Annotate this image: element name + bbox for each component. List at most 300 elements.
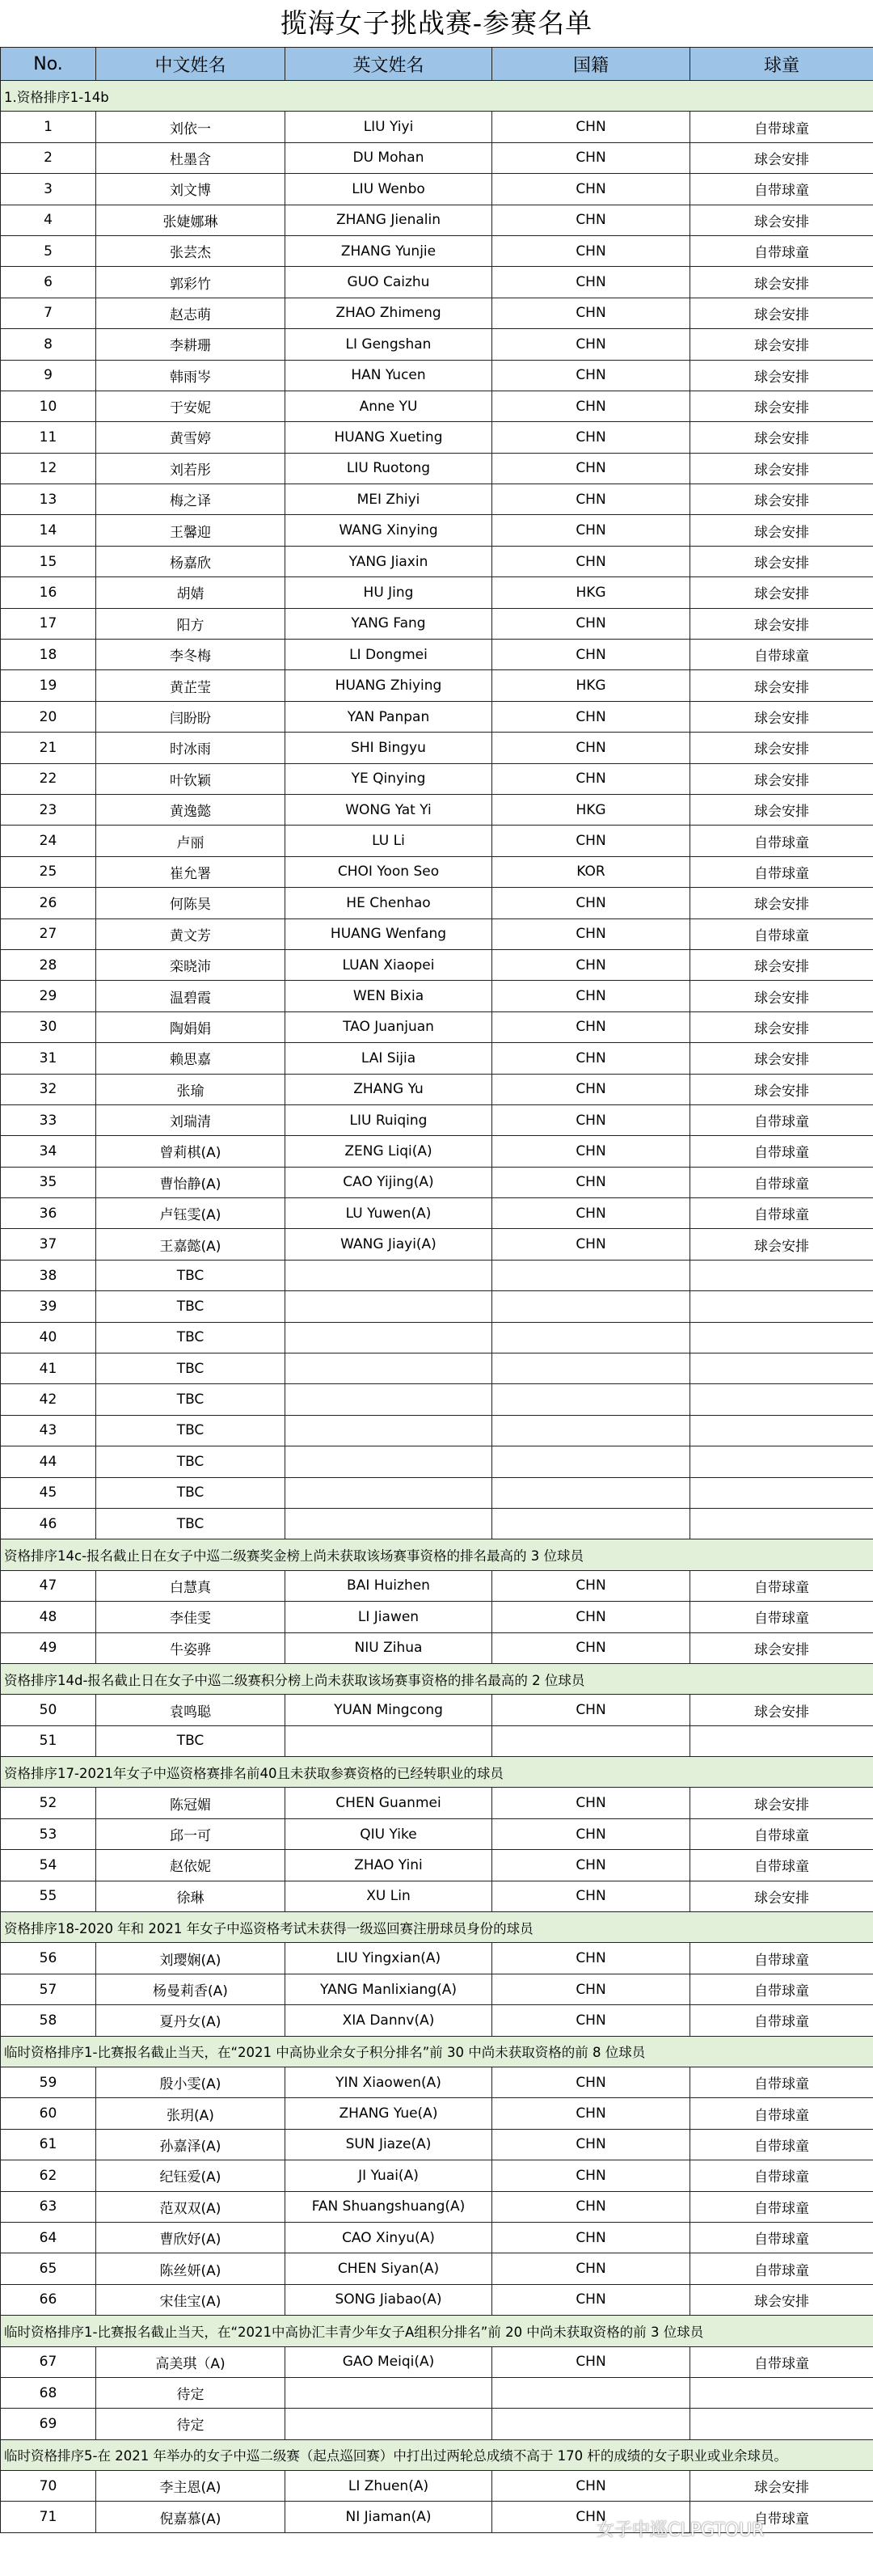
cell-caddie: 自带球童 xyxy=(690,1104,873,1135)
cell-english-name xyxy=(285,1477,492,1508)
cell-no: 62 xyxy=(1,2160,96,2191)
cell-chinese-name: 胡婧 xyxy=(96,577,285,608)
cell-chinese-name: 牛姿骅 xyxy=(96,1632,285,1663)
cell-nationality: CHN xyxy=(492,329,690,360)
cell-nationality: CHN xyxy=(492,2160,690,2191)
cell-no: 27 xyxy=(1,918,96,949)
cell-chinese-name: 杨嘉欣 xyxy=(96,546,285,576)
cell-nationality: CHN xyxy=(492,1011,690,1042)
cell-chinese-name: 时冰雨 xyxy=(96,733,285,763)
cell-english-name: YE Qinying xyxy=(285,763,492,794)
cell-english-name: HAN Yucen xyxy=(285,360,492,391)
table-row xyxy=(1,235,873,266)
cell-no: 30 xyxy=(1,1011,96,1042)
cell-chinese-name: 徐琳 xyxy=(96,1881,285,1911)
cell-chinese-name: TBC xyxy=(96,1508,285,1539)
cell-nationality xyxy=(492,1291,690,1322)
cell-no: 39 xyxy=(1,1291,96,1322)
cell-nationality: CHN xyxy=(492,1229,690,1260)
cell-no: 44 xyxy=(1,1446,96,1477)
cell-caddie: 自带球童 xyxy=(690,2129,873,2160)
section-label: 资格排序17-2021年女子中巡资格赛排名前40且未获取参赛资格的已经转职业的球员 xyxy=(1,1757,873,1788)
table-row xyxy=(1,608,873,639)
section-header-row xyxy=(1,2316,873,2346)
cell-english-name: CHEN Siyan(A) xyxy=(285,2253,492,2284)
section-label: 临时资格排序1-比赛报名截止当天，在“2021中高协汇丰青少年女子A组积分排名”前 20 中尚未获取资格的前 3 位球员 xyxy=(1,2316,873,2346)
table-row xyxy=(1,1136,873,1167)
cell-nationality xyxy=(492,2409,690,2439)
cell-no: 53 xyxy=(1,1818,96,1849)
cell-nationality: CHN xyxy=(492,1570,690,1601)
cell-no: 2 xyxy=(1,142,96,173)
cell-nationality: CHN xyxy=(492,826,690,856)
cell-caddie xyxy=(690,1260,873,1290)
table-row xyxy=(1,267,873,298)
cell-caddie xyxy=(690,1384,873,1415)
cell-english-name xyxy=(285,2377,492,2408)
cell-caddie: 自带球童 xyxy=(690,2005,873,2036)
cell-caddie xyxy=(690,1322,873,1353)
cell-no: 5 xyxy=(1,235,96,266)
cell-chinese-name: 刘若彤 xyxy=(96,453,285,484)
cell-no: 63 xyxy=(1,2191,96,2222)
cell-no: 40 xyxy=(1,1322,96,1353)
cell-no: 67 xyxy=(1,2346,96,2377)
cell-caddie: 自带球童 xyxy=(690,112,873,142)
table-row xyxy=(1,1415,873,1446)
table-row xyxy=(1,981,873,1011)
cell-caddie: 球会安排 xyxy=(690,205,873,235)
cell-nationality: KOR xyxy=(492,856,690,887)
cell-no: 55 xyxy=(1,1881,96,1911)
cell-chinese-name: 赖思嘉 xyxy=(96,1043,285,1074)
cell-chinese-name: 卢钰雯(A) xyxy=(96,1198,285,1229)
cell-english-name: LU Yuwen(A) xyxy=(285,1198,492,1229)
cell-no: 41 xyxy=(1,1353,96,1384)
cell-nationality: CHN xyxy=(492,1974,690,2004)
cell-caddie xyxy=(690,1477,873,1508)
cell-english-name: ZHANG Yu xyxy=(285,1074,492,1104)
cell-nationality: CHN xyxy=(492,1818,690,1849)
table-row xyxy=(1,2005,873,2036)
cell-no: 65 xyxy=(1,2253,96,2284)
cell-chinese-name: 倪嘉慕(A) xyxy=(96,2502,285,2532)
table-row xyxy=(1,918,873,949)
cell-caddie: 球会安排 xyxy=(690,391,873,421)
cell-chinese-name: 张婕娜琳 xyxy=(96,205,285,235)
cell-no: 11 xyxy=(1,422,96,453)
cell-caddie: 球会安排 xyxy=(690,888,873,918)
cell-caddie: 自带球童 xyxy=(690,1602,873,1632)
table-row xyxy=(1,1198,873,1229)
cell-caddie: 球会安排 xyxy=(690,2471,873,2502)
cell-no: 15 xyxy=(1,546,96,576)
cell-english-name: ZHAO Zhimeng xyxy=(285,298,492,328)
cell-chinese-name: 杨曼莉香(A) xyxy=(96,1974,285,2004)
cell-chinese-name: 张玥(A) xyxy=(96,2098,285,2129)
cell-no: 56 xyxy=(1,1943,96,1974)
table-row xyxy=(1,856,873,887)
cell-no: 60 xyxy=(1,2098,96,2129)
table-row xyxy=(1,205,873,235)
table-row xyxy=(1,1788,873,1818)
cell-nationality: CHN xyxy=(492,701,690,732)
section-header-row xyxy=(1,1757,873,1788)
cell-english-name: Anne YU xyxy=(285,391,492,421)
cell-chinese-name: 邱一可 xyxy=(96,1818,285,1849)
cell-nationality: CHN xyxy=(492,1943,690,1974)
cell-chinese-name: 宋佳宝(A) xyxy=(96,2284,285,2315)
cell-chinese-name: 李冬梅 xyxy=(96,640,285,670)
cell-english-name: YAN Panpan xyxy=(285,701,492,732)
cell-no: 13 xyxy=(1,484,96,515)
cell-chinese-name: 黄雪婷 xyxy=(96,422,285,453)
cell-no: 22 xyxy=(1,763,96,794)
cell-nationality xyxy=(492,2377,690,2408)
cell-caddie: 自带球童 xyxy=(690,1570,873,1601)
cell-chinese-name: 刘依一 xyxy=(96,112,285,142)
cell-english-name: DU Mohan xyxy=(285,142,492,173)
cell-nationality: CHN xyxy=(492,235,690,266)
cell-english-name: FAN Shuangshuang(A) xyxy=(285,2191,492,2222)
cell-chinese-name: 王嘉懿(A) xyxy=(96,1229,285,1260)
cell-caddie: 自带球童 xyxy=(690,2067,873,2098)
table-row xyxy=(1,888,873,918)
cell-caddie: 自带球童 xyxy=(690,856,873,887)
header-nationality: 国籍 xyxy=(492,48,690,81)
cell-no: 31 xyxy=(1,1043,96,1074)
cell-caddie: 球会安排 xyxy=(690,763,873,794)
cell-chinese-name: 杜墨含 xyxy=(96,142,285,173)
cell-nationality: HKG xyxy=(492,670,690,701)
table-row xyxy=(1,1353,873,1384)
cell-no: 20 xyxy=(1,701,96,732)
cell-no: 24 xyxy=(1,826,96,856)
cell-chinese-name: 闫盼盼 xyxy=(96,701,285,732)
cell-no: 14 xyxy=(1,515,96,546)
cell-english-name xyxy=(285,1446,492,1477)
table-row xyxy=(1,733,873,763)
cell-chinese-name: 孙嘉泽(A) xyxy=(96,2129,285,2160)
cell-nationality: CHN xyxy=(492,2129,690,2160)
cell-caddie: 自带球童 xyxy=(690,1943,873,1974)
cell-caddie: 自带球童 xyxy=(690,2160,873,2191)
cell-english-name: LUAN Xiaopei xyxy=(285,949,492,980)
cell-no: 16 xyxy=(1,577,96,608)
table-row xyxy=(1,2191,873,2222)
cell-nationality: CHN xyxy=(492,174,690,205)
cell-english-name: ZHANG Yue(A) xyxy=(285,2098,492,2129)
cell-caddie: 自带球童 xyxy=(690,1850,873,1881)
table-row xyxy=(1,949,873,980)
cell-no: 68 xyxy=(1,2377,96,2408)
table-row xyxy=(1,515,873,546)
cell-english-name xyxy=(285,1415,492,1446)
cell-english-name xyxy=(285,1725,492,1756)
cell-caddie: 球会安排 xyxy=(690,1881,873,1911)
cell-english-name: HE Chenhao xyxy=(285,888,492,918)
cell-nationality: CHN xyxy=(492,1632,690,1663)
section-label: 资格排序18-2020 年和 2021 年女子中巡资格考试未获得一级巡回赛注册球员身份的球员 xyxy=(1,1912,873,1943)
cell-nationality xyxy=(492,1415,690,1446)
table-row xyxy=(1,1725,873,1756)
header-english-name: 英文姓名 xyxy=(285,48,492,81)
cell-no: 29 xyxy=(1,981,96,1011)
table-row xyxy=(1,1043,873,1074)
cell-nationality: CHN xyxy=(492,1850,690,1881)
page-title: 揽海女子挑战赛-参赛名单 xyxy=(280,7,593,39)
cell-caddie: 球会安排 xyxy=(690,484,873,515)
table-row xyxy=(1,1602,873,1632)
cell-english-name: CAO Yijing(A) xyxy=(285,1167,492,1197)
cell-english-name: CHOI Yoon Seo xyxy=(285,856,492,887)
cell-caddie: 自带球童 xyxy=(690,2346,873,2377)
cell-nationality: CHN xyxy=(492,112,690,142)
table-row xyxy=(1,1291,873,1322)
cell-chinese-name: 王馨迎 xyxy=(96,515,285,546)
cell-nationality: CHN xyxy=(492,733,690,763)
cell-nationality: CHN xyxy=(492,453,690,484)
cell-caddie: 自带球童 xyxy=(690,2222,873,2253)
cell-nationality: CHN xyxy=(492,1167,690,1197)
table-row xyxy=(1,2129,873,2160)
cell-nationality xyxy=(492,1384,690,1415)
cell-nationality: CHN xyxy=(492,267,690,298)
watermark xyxy=(597,2516,764,2541)
cell-no: 21 xyxy=(1,733,96,763)
table-row xyxy=(1,1074,873,1104)
cell-no: 6 xyxy=(1,267,96,298)
cell-chinese-name: 赵志萌 xyxy=(96,298,285,328)
cell-english-name: SUN Jiaze(A) xyxy=(285,2129,492,2160)
table-row xyxy=(1,670,873,701)
cell-caddie: 球会安排 xyxy=(690,267,873,298)
cell-english-name: LIU Yiyi xyxy=(285,112,492,142)
cell-caddie: 自带球童 xyxy=(690,640,873,670)
cell-caddie: 自带球童 xyxy=(690,826,873,856)
cell-english-name: WANG Xinying xyxy=(285,515,492,546)
cell-chinese-name: 刘璎娴(A) xyxy=(96,1943,285,1974)
cell-chinese-name: 陈冠媚 xyxy=(96,1788,285,1818)
cell-caddie: 球会安排 xyxy=(690,142,873,173)
cell-english-name: LAI Sijia xyxy=(285,1043,492,1074)
table-row xyxy=(1,1695,873,1725)
table-row xyxy=(1,1384,873,1415)
cell-nationality: CHN xyxy=(492,205,690,235)
cell-no: 64 xyxy=(1,2222,96,2253)
cell-chinese-name: TBC xyxy=(96,1415,285,1446)
cell-english-name xyxy=(285,1322,492,1353)
cell-chinese-name: TBC xyxy=(96,1446,285,1477)
section-label: 临时资格排序5-在 2021 年举办的女子中巡二级赛（起点巡回赛）中打出过两轮总成绩不高于 170 杆的成绩的女子职业或业余球员。 xyxy=(1,2439,873,2470)
section-label: 1.资格排序1-14b xyxy=(1,81,873,112)
cell-no: 69 xyxy=(1,2409,96,2439)
cell-no: 1 xyxy=(1,112,96,142)
cell-nationality: CHN xyxy=(492,2284,690,2315)
cell-chinese-name: TBC xyxy=(96,1322,285,1353)
section-header-row xyxy=(1,2439,873,2470)
cell-caddie: 球会安排 xyxy=(690,577,873,608)
cell-caddie xyxy=(690,2409,873,2439)
cell-nationality: CHN xyxy=(492,1043,690,1074)
table-row xyxy=(1,360,873,391)
cell-caddie: 自带球童 xyxy=(690,2191,873,2222)
table-row xyxy=(1,577,873,608)
cell-no: 17 xyxy=(1,608,96,639)
cell-no: 71 xyxy=(1,2502,96,2532)
table-row xyxy=(1,2377,873,2408)
cell-chinese-name: 李佳雯 xyxy=(96,1602,285,1632)
cell-chinese-name: 韩雨岑 xyxy=(96,360,285,391)
table-row xyxy=(1,1477,873,1508)
watermark-text: 女子中巡CLPGTOUR xyxy=(597,2520,765,2540)
cell-english-name: HU Jing xyxy=(285,577,492,608)
cell-no: 9 xyxy=(1,360,96,391)
cell-english-name: QIU Yike xyxy=(285,1818,492,1849)
cell-no: 10 xyxy=(1,391,96,421)
cell-chinese-name: 卢丽 xyxy=(96,826,285,856)
cell-nationality xyxy=(492,1508,690,1539)
cell-english-name: LU Li xyxy=(285,826,492,856)
cell-caddie: 球会安排 xyxy=(690,1011,873,1042)
cell-nationality: CHN xyxy=(492,981,690,1011)
cell-chinese-name: 李耕珊 xyxy=(96,329,285,360)
table-row xyxy=(1,1508,873,1539)
table-row xyxy=(1,2160,873,2191)
cell-nationality: CHN xyxy=(492,391,690,421)
table-row xyxy=(1,1881,873,1911)
cell-nationality: CHN xyxy=(492,2098,690,2129)
cell-no: 23 xyxy=(1,794,96,825)
cell-caddie: 自带球童 xyxy=(690,918,873,949)
table-row xyxy=(1,1446,873,1477)
cell-caddie: 球会安排 xyxy=(690,794,873,825)
cell-chinese-name: 陈丝妍(A) xyxy=(96,2253,285,2284)
cell-caddie: 自带球童 xyxy=(690,1974,873,2004)
cell-chinese-name: TBC xyxy=(96,1477,285,1508)
cell-no: 25 xyxy=(1,856,96,887)
cell-caddie: 自带球童 xyxy=(690,174,873,205)
cell-nationality: CHN xyxy=(492,2005,690,2036)
cell-english-name: XIA Dannv(A) xyxy=(285,2005,492,2036)
cell-nationality: CHN xyxy=(492,763,690,794)
cell-nationality: CHN xyxy=(492,142,690,173)
cell-english-name: NIU Zihua xyxy=(285,1632,492,1663)
section-label: 临时资格排序1-比赛报名截止当天，在“2021 中高协业余女子积分排名”前 30 中尚未获取资格的前 8 位球员 xyxy=(1,2036,873,2067)
table-row xyxy=(1,794,873,825)
cell-english-name: LI Gengshan xyxy=(285,329,492,360)
table-row xyxy=(1,298,873,328)
cell-english-name: HUANG Xueting xyxy=(285,422,492,453)
cell-english-name: JI Yuai(A) xyxy=(285,2160,492,2191)
cell-caddie: 球会安排 xyxy=(690,546,873,576)
cell-english-name: ZHAO Yini xyxy=(285,1850,492,1881)
cell-nationality: CHN xyxy=(492,1602,690,1632)
cell-nationality xyxy=(492,1260,690,1290)
cell-caddie: 球会安排 xyxy=(690,515,873,546)
cell-chinese-name: 曾莉棋(A) xyxy=(96,1136,285,1167)
cell-nationality: CHN xyxy=(492,484,690,515)
cell-chinese-name: 袁鸣聪 xyxy=(96,1695,285,1725)
table-row xyxy=(1,329,873,360)
cell-nationality: CHN xyxy=(492,1136,690,1167)
cell-english-name: MEI Zhiyi xyxy=(285,484,492,515)
cell-chinese-name: 温碧霞 xyxy=(96,981,285,1011)
cell-nationality: CHN xyxy=(492,1198,690,1229)
table-row xyxy=(1,112,873,142)
cell-chinese-name: 曹怡静(A) xyxy=(96,1167,285,1197)
cell-chinese-name: 曹欣妤(A) xyxy=(96,2222,285,2253)
cell-chinese-name: 阳方 xyxy=(96,608,285,639)
cell-english-name: LIU Wenbo xyxy=(285,174,492,205)
cell-nationality: CHN xyxy=(492,422,690,453)
section-header-row xyxy=(1,1539,873,1570)
cell-caddie: 自带球童 xyxy=(690,1136,873,1167)
cell-english-name: WONG Yat Yi xyxy=(285,794,492,825)
cell-nationality: CHN xyxy=(492,2067,690,2098)
cell-nationality: CHN xyxy=(492,608,690,639)
table-row xyxy=(1,546,873,576)
cell-no: 49 xyxy=(1,1632,96,1663)
cell-english-name xyxy=(285,2409,492,2439)
cell-caddie xyxy=(690,1415,873,1446)
cell-no: 3 xyxy=(1,174,96,205)
cell-chinese-name: TBC xyxy=(96,1291,285,1322)
header-chinese-name: 中文姓名 xyxy=(96,48,285,81)
table-row xyxy=(1,763,873,794)
cell-chinese-name: 殷小雯(A) xyxy=(96,2067,285,2098)
cell-nationality: HKG xyxy=(492,577,690,608)
roster-body xyxy=(1,81,873,2533)
cell-chinese-name: 李主恩(A) xyxy=(96,2471,285,2502)
cell-nationality xyxy=(492,1477,690,1508)
cell-nationality: CHN xyxy=(492,1695,690,1725)
cell-english-name: HUANG Zhiying xyxy=(285,670,492,701)
cell-caddie: 球会安排 xyxy=(690,298,873,328)
cell-caddie: 球会安排 xyxy=(690,1074,873,1104)
table-row xyxy=(1,142,873,173)
table-row xyxy=(1,1167,873,1197)
cell-no: 42 xyxy=(1,1384,96,1415)
table-row xyxy=(1,1850,873,1881)
cell-chinese-name: 刘文博 xyxy=(96,174,285,205)
table-row xyxy=(1,174,873,205)
cell-no: 19 xyxy=(1,670,96,701)
cell-nationality: CHN xyxy=(492,2502,690,2532)
cell-caddie: 自带球童 xyxy=(690,235,873,266)
cell-no: 28 xyxy=(1,949,96,980)
section-label: 资格排序14c-报名截止日在女子中巡二级赛奖金榜上尚未获取该场赛事资格的排名最高的 3 位球员 xyxy=(1,1539,873,1570)
cell-english-name: GUO Caizhu xyxy=(285,267,492,298)
cell-caddie: 球会安排 xyxy=(690,949,873,980)
cell-caddie xyxy=(690,1508,873,1539)
cell-english-name xyxy=(285,1353,492,1384)
table-row xyxy=(1,1974,873,2004)
header-no: No. xyxy=(1,48,96,81)
cell-no: 7 xyxy=(1,298,96,328)
cell-chinese-name: 崔允署 xyxy=(96,856,285,887)
cell-nationality: CHN xyxy=(492,515,690,546)
cell-english-name: LIU Yingxian(A) xyxy=(285,1943,492,1974)
cell-no: 57 xyxy=(1,1974,96,2004)
cell-nationality: CHN xyxy=(492,1074,690,1104)
cell-no: 37 xyxy=(1,1229,96,1260)
cell-caddie: 球会安排 xyxy=(690,2284,873,2315)
cell-chinese-name: 黄芷莹 xyxy=(96,670,285,701)
cell-caddie: 自带球童 xyxy=(690,1198,873,1229)
cell-chinese-name: 张瑜 xyxy=(96,1074,285,1104)
cell-nationality xyxy=(492,1322,690,1353)
